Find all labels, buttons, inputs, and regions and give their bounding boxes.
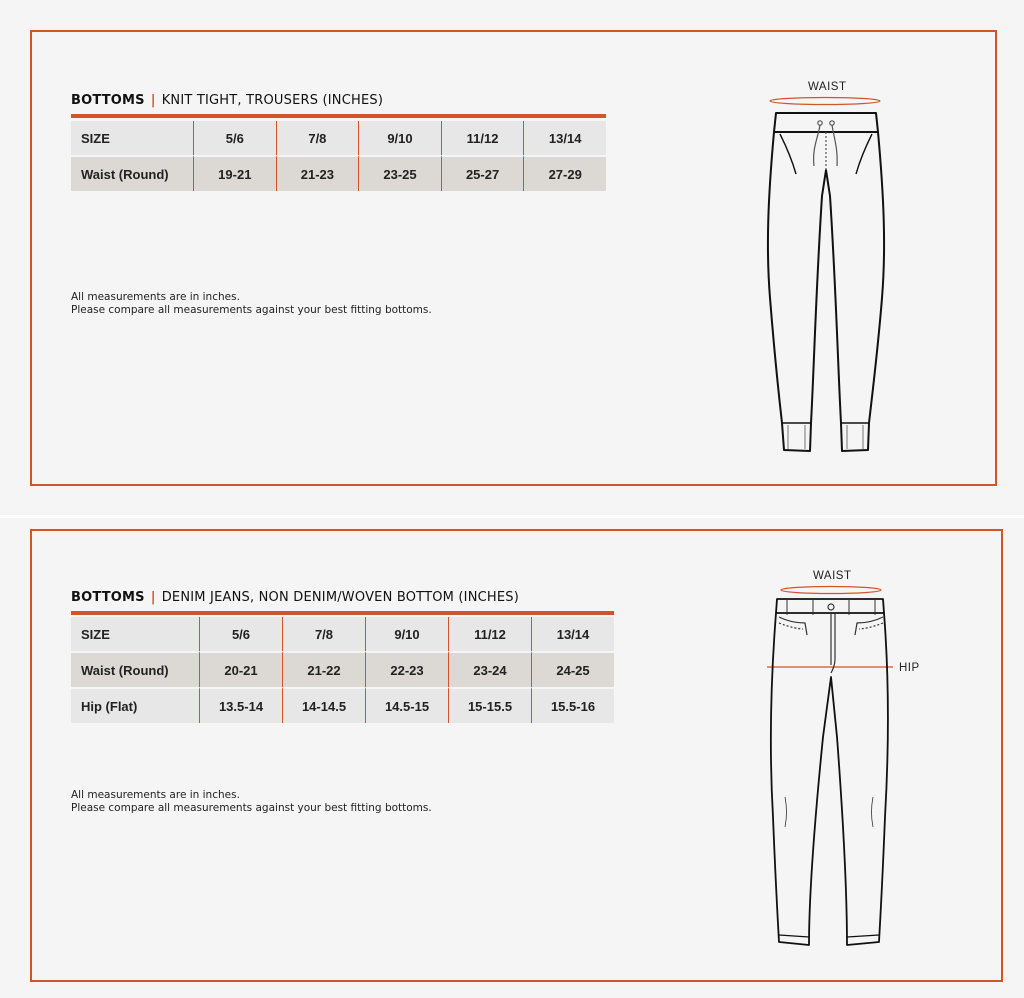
table-header-row <box>71 617 614 651</box>
table-cell: 9/10 <box>365 617 448 651</box>
table-cell: 5/6 <box>199 617 282 651</box>
table-cell: 14.5-15 <box>365 687 448 723</box>
measurement-note <box>71 789 432 815</box>
table-row <box>71 651 614 687</box>
table-cell: 9/10 <box>358 121 441 155</box>
table-cell: Waist (Round) <box>71 651 199 687</box>
table-cell: 20-21 <box>199 651 282 687</box>
note-line: All measurements are in inches. <box>71 291 240 303</box>
note-line: Please compare all measurements against your best fitting bottoms. <box>71 802 432 814</box>
waist-label: WAIST <box>813 570 852 582</box>
table-cell: 23-25 <box>358 155 441 191</box>
table-cell: 13/14 <box>531 617 614 651</box>
table-cell: 13/14 <box>523 121 606 155</box>
table-cell: 14-14.5 <box>282 687 365 723</box>
jogger-pants-icon <box>758 88 898 468</box>
size-table <box>71 617 614 723</box>
table-cell: 22-23 <box>365 651 448 687</box>
table-cell: 5/6 <box>193 121 276 155</box>
table-cell: 25-27 <box>441 155 524 191</box>
table-cell: 27-29 <box>523 155 606 191</box>
jeans-icon <box>763 577 903 957</box>
measurement-note <box>71 291 432 317</box>
note-line: All measurements are in inches. <box>71 789 240 801</box>
subtitle-label: KNIT TIGHT, TROUSERS (INCHES) <box>161 93 384 108</box>
category-label: BOTTOMS <box>71 590 145 605</box>
section-heading <box>71 590 519 605</box>
table-cell: 19-21 <box>193 155 276 191</box>
table-row <box>71 687 614 723</box>
table-cell: 15-15.5 <box>448 687 531 723</box>
table-cell: 11/12 <box>441 121 524 155</box>
hip-label: HIP <box>899 662 920 674</box>
waist-label: WAIST <box>808 81 847 93</box>
note-line: Please compare all measurements against your best fitting bottoms. <box>71 304 432 316</box>
table-cell: 7/8 <box>282 617 365 651</box>
heading-separator: | <box>150 93 156 108</box>
table-cell: Hip (Flat) <box>71 687 199 723</box>
table-cell: Waist (Round) <box>71 155 193 191</box>
table-cell: 7/8 <box>276 121 359 155</box>
heading-separator: | <box>150 590 156 605</box>
subtitle-label: DENIM JEANS, NON DENIM/WOVEN BOTTOM (INCHES) <box>161 590 520 605</box>
table-cell: 21-23 <box>276 155 359 191</box>
heading-rule <box>71 114 606 118</box>
table-cell: 11/12 <box>448 617 531 651</box>
table-cell: 15.5-16 <box>531 687 614 723</box>
table-cell: SIZE <box>71 121 193 155</box>
table-cell: 21-22 <box>282 651 365 687</box>
section-heading <box>71 93 383 108</box>
table-cell: 24-25 <box>531 651 614 687</box>
table-header-row <box>71 121 606 155</box>
table-cell: 23-24 <box>448 651 531 687</box>
category-label: BOTTOMS <box>71 93 145 108</box>
table-cell: 13.5-14 <box>199 687 282 723</box>
heading-rule <box>71 611 614 615</box>
table-row <box>71 155 606 191</box>
table-cell: SIZE <box>71 617 199 651</box>
size-table <box>71 121 606 191</box>
